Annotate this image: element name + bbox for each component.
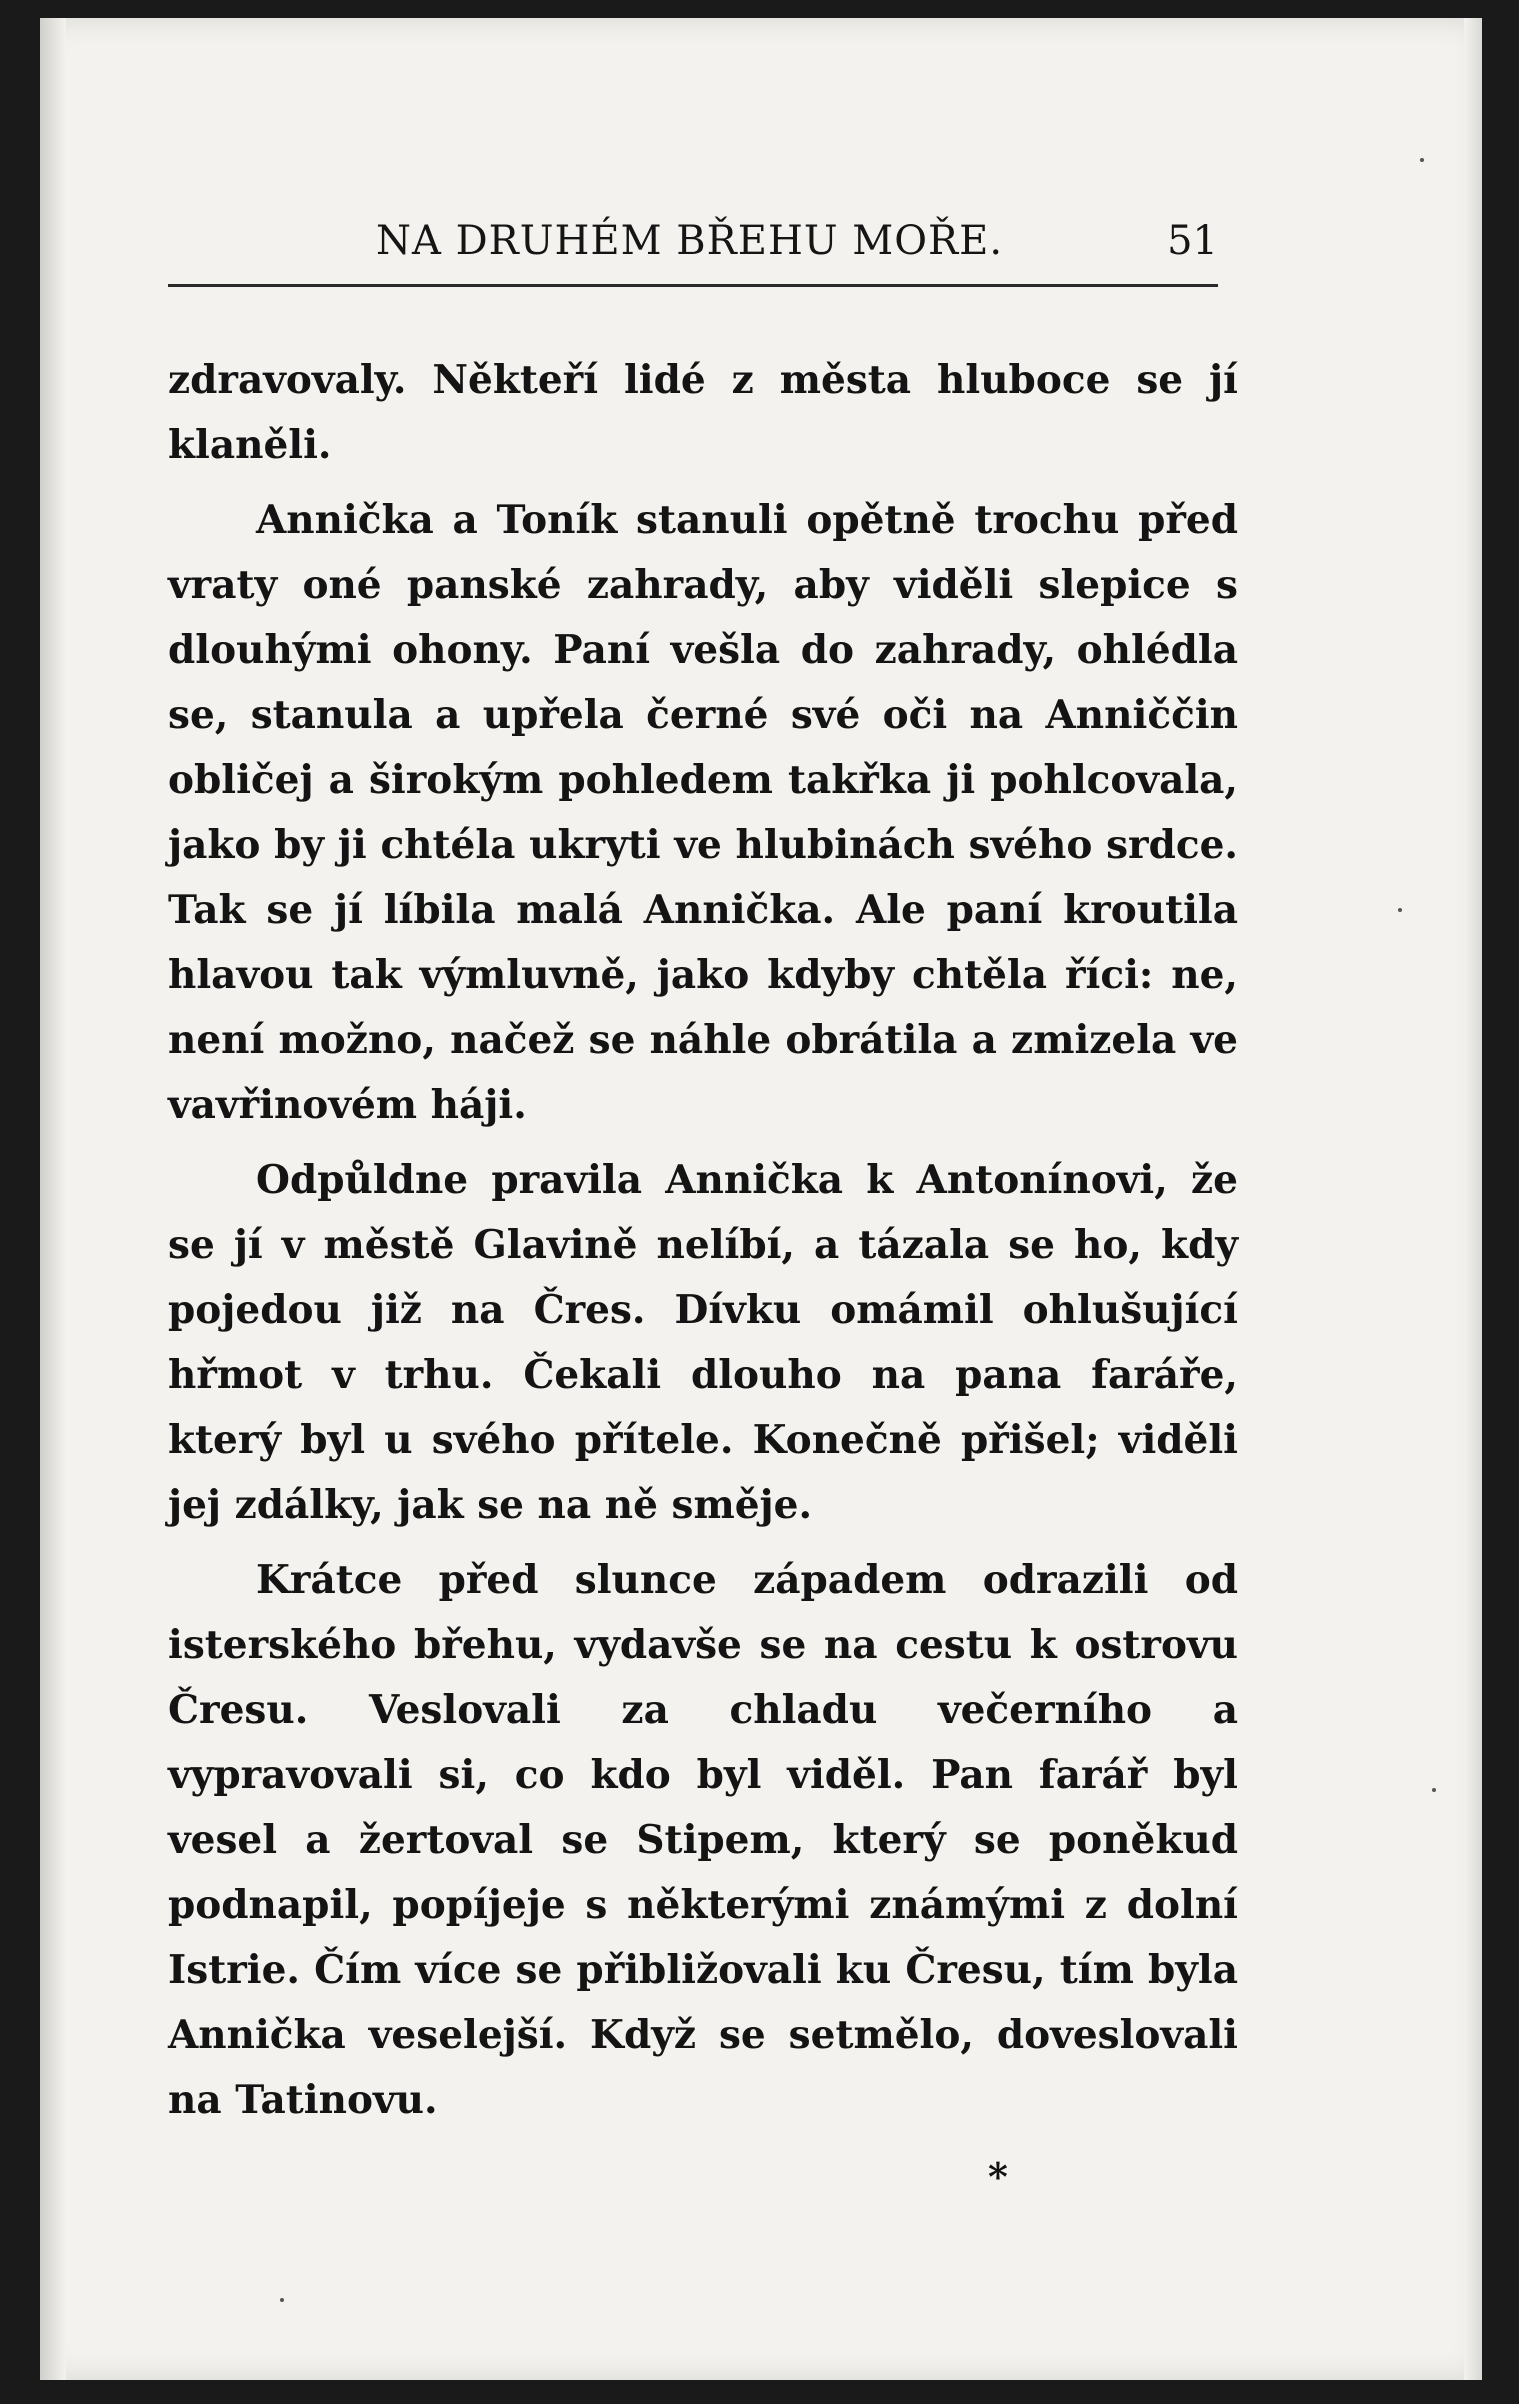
book-page — [40, 18, 1482, 2380]
paper-speck — [1398, 908, 1402, 912]
paragraph-3: Odpůldne pravila Annička k Antonínovi, že se jí v městě Glavině nelíbí, a tázala se ho, kdy pojedou již na Čres. Dívku omámil ohlušující hřmot v trhu. Čekali dlouho na pana faráře, který byl u svého přítele. Konečně přišel; viděli jej zdálky, jak se na ně směje. — [168, 1157, 1238, 1528]
paragraph-2: Annička a Toník stanuli opětně trochu před vraty oné panské zahrady, aby viděli slepice s dlouhými ohony. Paní vešla do zahrady, ohlédla se, stanula a upřela černé své oči na Anniččin obličej a širokým pohledem takřka ji pohlcovala, jako by ji chtéla ukryti ve hlubinách svého srdce. Tak se jí líbila malá Annička. Ale paní kroutila hlavou tak výmluvně, jako kdyby chtěla říci: ne, není možno, načež se náhle obrátila a zmizela ve vavřinovém háji. — [168, 497, 1238, 1128]
header-rule — [168, 284, 1218, 287]
page-gutter-shadow — [40, 18, 66, 2380]
paper-speck — [1432, 1788, 1436, 1792]
paper-speck — [280, 2298, 284, 2302]
page-header — [168, 218, 1218, 288]
running-title: NA DRUHÉM BŘEHU MOŘE. — [376, 218, 1004, 264]
body-text — [168, 348, 1238, 2133]
paragraph-1: zdravovaly. Někteří lidé z města hluboce se jí klaněli. — [168, 357, 1238, 468]
paper-speck — [1420, 158, 1424, 162]
page-edge-shadow — [1464, 18, 1482, 2380]
paragraph-4: Krátce před slunce západem odrazili od isterského břehu, vydavše se na cestu k ostrovu Čresu. Veslovali za chladu večerního a vypravovali si, co kdo byl viděl. Pan farář byl vesel a žertoval se Stipem, který se poněkud podnapil, popíjeje s některými známými z dolní Istrie. Čím více se přibližovali ku Čresu, tím byla Annička veselejší. Když se setmělo, doveslovali na Tatinovu. — [168, 1557, 1238, 2123]
section-end-asterisk: * — [988, 2154, 1008, 2199]
page-number: 51 — [1167, 218, 1218, 264]
